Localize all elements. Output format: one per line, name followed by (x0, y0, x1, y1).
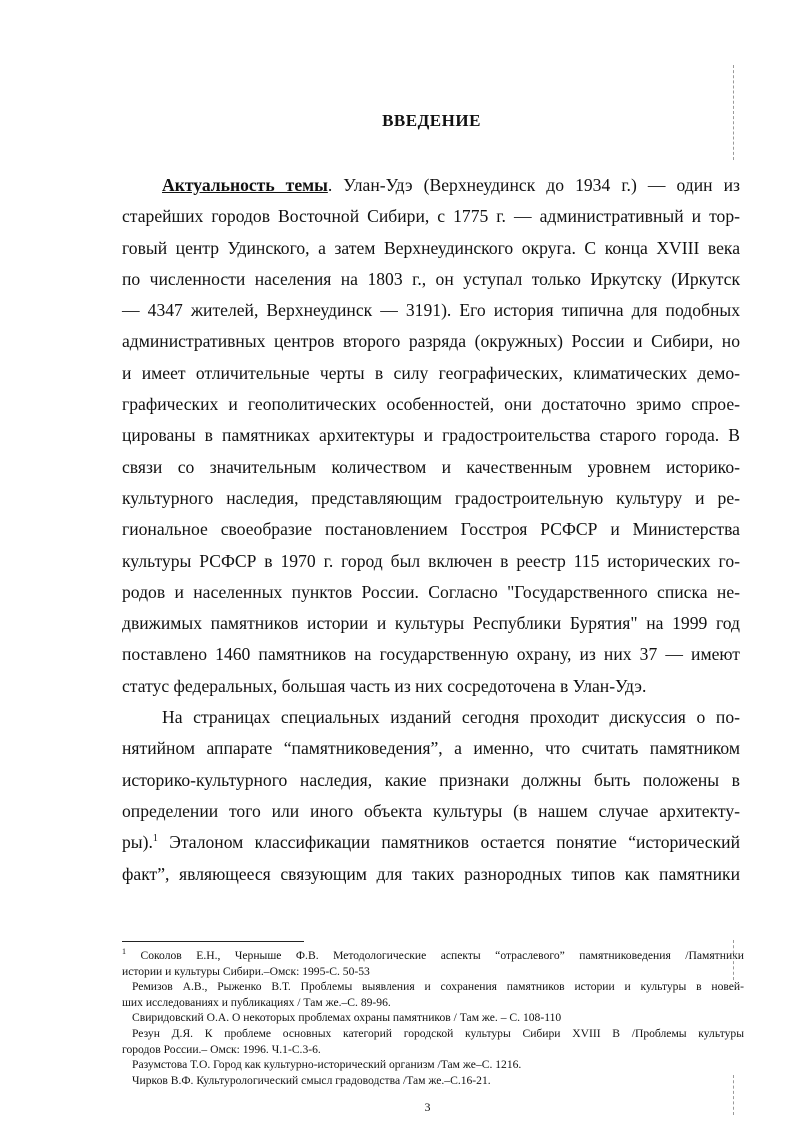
text-line: движимых памятников истории и культуры Республики Бурятия" на 1999 год (122, 613, 740, 634)
text-line: статус федеральных, большая часть из них сосредоточена в Улан-Удэ. (122, 675, 647, 696)
footnote-line: истории и культуры Сибири.–Омск: 1995-С. 50-53 (122, 964, 370, 978)
scan-edge-mark (733, 940, 734, 980)
page-title: ВВЕДЕНИЕ (382, 111, 481, 130)
text-line: старейших городов Восточной Сибири, с 1775 г. — административный и тор- (122, 206, 740, 227)
scan-edge-mark (733, 65, 734, 160)
footnote-line: Резун Д.Я. К проблеме основных категорий городской культуры Сибири XVIII В /Проблемы культуры (132, 1026, 744, 1040)
text-line: На страницах специальных изданий сегодня проходит дискуссия о по- (162, 707, 740, 728)
scan-edge-mark (733, 1075, 734, 1115)
footnote-line: Ремизов А.В., Рыженко В.Т. Проблемы выявления и сохранения памятников истории и культуры в новей- (132, 980, 744, 994)
footnote-separator (122, 941, 304, 942)
footnote-line: ших исследованиях и публикациях / Там же.–С. 89-96. (122, 995, 391, 1009)
footnote-line: Чирков В.Ф. Культурологический смысл градоводства /Там же.–С.16-21. (132, 1073, 491, 1087)
page-number: 3 (424, 1100, 431, 1114)
text-line: культурного наследия, представляющим градостроительную культуру и ре- (122, 487, 740, 508)
main-text (122, 170, 740, 890)
text-line: связи со значительным количеством и качественным уровнем историко- (122, 456, 740, 477)
text-line: графических и геополитических особенностей, они достаточно зримо спрое- (122, 394, 740, 415)
text-line: нятийном аппарате “памятниковедения”, а именно, что считать памятником (122, 738, 740, 759)
text-line: административных центров второго разряда (окружных) России и Сибири, но (122, 331, 740, 352)
text-line: историко-культурного наследия, какие признаки должны быть положены в (122, 769, 740, 790)
topic-heading: Актуальность темы (162, 175, 328, 195)
text-line: — 4347 жителей, Верхнеудинск — 3191). Его история типична для подобных (122, 300, 740, 321)
text-line: гиональное своеобразие постановлением Госстроя РСФСР и Министерства (122, 519, 740, 540)
footnote-line: городов России.– Омск: 1996. Ч.1-С.3-6. (122, 1042, 321, 1056)
text-line: Актуальность темы. Улан-Удэ (Верхнеудинск до 1934 г.) — один из (162, 175, 740, 195)
footnote-marker: 1 (122, 947, 126, 957)
text-line: по численности населения на 1803 г., он уступал только Иркутску (Иркутск (122, 268, 740, 289)
footnotes (122, 948, 744, 1088)
text-line: родов и населенных пунктов России. Согласно "Государственного списка не- (122, 581, 740, 602)
text-line: говый центр Удинского, а затем Верхнеудинского округа. С конца XVIII века (122, 237, 740, 258)
footnote-line: Разумстова Т.О. Город как культурно-исторический организм /Там же–С. 1216. (132, 1058, 522, 1072)
text-line: и имеет отличительные черты в силу географических, климатических демо- (122, 362, 740, 383)
text-line: определении того или иного объекта культуры (в нашем случае архитекту- (122, 800, 740, 821)
text-line: факт”, являющееся связующим для таких разнородных типов как памятники (122, 863, 740, 884)
text-line: поставлено 1460 памятников на государственную охрану, из них 37 — имеют (122, 644, 740, 665)
text-line: цированы в памятниках архитектуры и градостроительства старого города. В (122, 425, 740, 446)
footnote-line: Свиридовский О.А. О некоторых проблемах охраны памятников / Там же. – С. 108-110 (132, 1011, 562, 1025)
footnote-reference[interactable]: 1 (152, 833, 158, 845)
text-line: культуры РСФСР в 1970 г. город был включен в реестр 115 исторических го- (122, 550, 740, 571)
footnote-line: $^1$ Соколов Е.Н., Черныше Ф.В. Методологические аспекты “отраслевого” памятниковедения /Памятники (122, 947, 744, 962)
text-line: ры).$^1$ Эталоном классификации памятников остается понятие “исторический (122, 832, 740, 853)
